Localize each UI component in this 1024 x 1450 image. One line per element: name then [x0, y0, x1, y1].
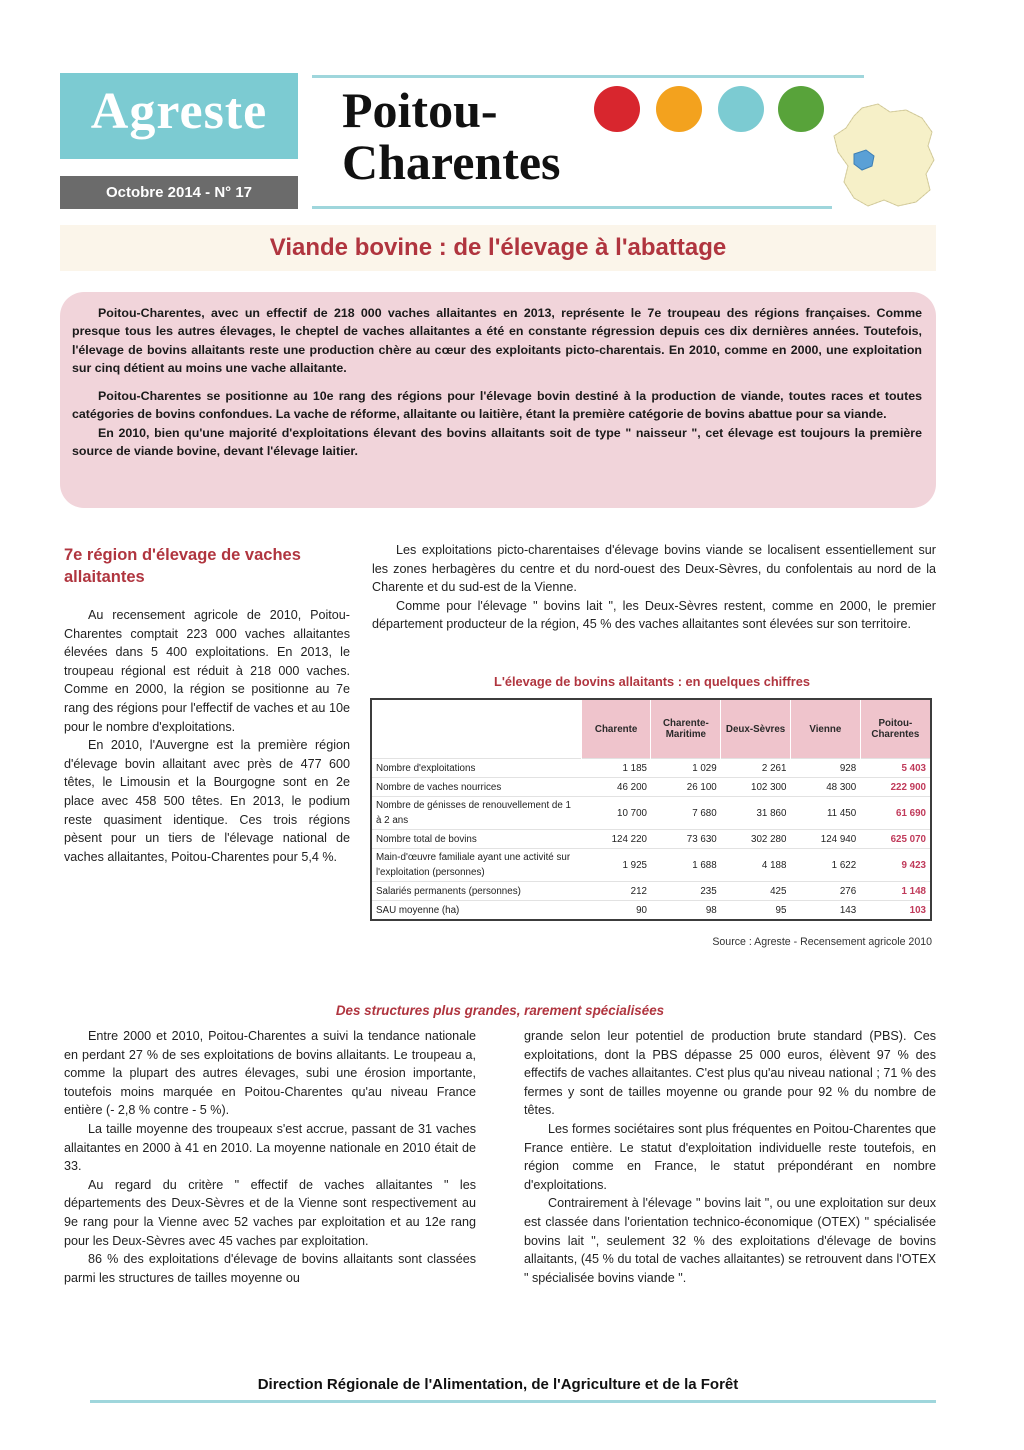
section-heading: 7e région d'élevage de vaches allaitantes — [64, 546, 301, 586]
cell: 95 — [721, 901, 791, 921]
cell: 90 — [581, 901, 651, 921]
paragraph: Au regard du critère " effectif de vaches allaitantes " les départements des Deux-Sèvres et de la Vienne sont respectivement au 9e rang pour la Vienne avec 52 vaches par exploitation et au 12e rang pour les Deux-Sèvres avec 45 vaches par exploitation. — [64, 1177, 476, 1248]
cell: 124 220 — [581, 830, 651, 849]
table-row — [371, 797, 931, 830]
region-title — [342, 84, 561, 188]
paragraph: La taille moyenne des troupeaux s'est accrue, passant de 31 vaches allaitantes en 2000 à 41 en 2010. La moyenne nationale en 2010 était de 33. — [64, 1121, 476, 1174]
cell: 73 630 — [651, 830, 721, 849]
paragraph: Entre 2000 et 2010, Poitou-Charentes a suivi la tendance nationale en perdant 27 % de ses exploitations de bovins allaitants. Le troupeau a, comme la plupart des autres élevages, subi une érosion importante, toutefois moins marquée en Poitou-Charentes qu'au niveau France entière (- 2,8 % contre - 5 %). — [64, 1029, 476, 1118]
cell: 10 700 — [581, 797, 651, 830]
cell: 11 450 — [790, 797, 860, 830]
cell: 4 188 — [721, 849, 791, 882]
section1-left-column — [64, 606, 350, 866]
main-title: Viande bovine : de l'élevage à l'abattage — [269, 234, 727, 261]
cell: 1 029 — [651, 759, 721, 778]
cell: 1 185 — [581, 759, 651, 778]
footer-rule — [90, 1400, 936, 1403]
intro-paragraph: Poitou-Charentes se positionne au 10e rang des régions pour l'élevage bovin destiné à la production de viande, toutes races et toutes catégories de bovins confondues. La vache de réforme, allaitante ou laitière, étant la première catégorie de bovins abattue pour sa viande. — [72, 389, 922, 422]
total-cell: 1 148 — [860, 882, 931, 901]
table-source: Source : Agreste - Recensement agricole 2010 — [712, 936, 932, 948]
cell: 143 — [790, 901, 860, 921]
agreste-logo: Agreste — [90, 83, 268, 140]
cell: 235 — [651, 882, 721, 901]
cell: 425 — [721, 882, 791, 901]
cell: 928 — [790, 759, 860, 778]
total-cell: 9 423 — [860, 849, 931, 882]
teal-dot-icon — [718, 86, 764, 132]
cell: 1 925 — [581, 849, 651, 882]
stats-table — [370, 698, 932, 921]
intro-paragraph: Poitou-Charentes, avec un effectif de 218 000 vaches allaitantes en 2013, représente le 7e troupeau des régions françaises. Comme presque tous les autres élevages, le cheptel de vaches allaitantes a été en constante régression depuis ces dix dernières années. Toutefois, l'élevage de bovins allaitants reste une production chère au cœur des exploitants picto-charentais. En 2010, comme en 2000, une exploitation sur cinq détient au moins une vache allaitante. — [72, 306, 922, 375]
cell: 1 622 — [790, 849, 860, 882]
issue-number: Octobre 2014 - N° 17 — [60, 176, 298, 209]
section2-left-column — [64, 1027, 476, 1287]
cell: 26 100 — [651, 778, 721, 797]
section2-right-column — [524, 1027, 936, 1287]
paragraph: Contrairement à l'élevage " bovins lait ", ou une exploitation sur deux est classée dans l'orientation technico-économique (OTEX) " spécialisée bovins lait ", seulement 32 % des exploitations d'élevage de bovins allaitants, (45 % du total de vaches allaitantes) se retrouvent dans l'OTEX " spécialisée bovins viande ". — [524, 1196, 936, 1285]
cell: 2 261 — [721, 759, 791, 778]
row-label: Main-d'œuvre familiale ayant une activité sur l'exploitation (personnes) — [371, 849, 581, 882]
row-label: SAU moyenne (ha) — [371, 901, 581, 921]
paragraph: 86 % des exploitations d'élevage de bovins allaitants sont classées parmi les structures de tailles moyenne ou — [64, 1252, 476, 1285]
section1-right-column — [372, 541, 936, 634]
cell: 46 200 — [581, 778, 651, 797]
table-header: Charente-Maritime — [651, 699, 721, 759]
cell: 212 — [581, 882, 651, 901]
total-cell: 625 070 — [860, 830, 931, 849]
row-label: Salariés permanents (personnes) — [371, 882, 581, 901]
paragraph: Au recensement agricole de 2010, Poitou-Charentes comptait 223 000 vaches allaitantes élevées dans 5 400 exploitations. En 2013, le troupeau régional est réduit à 218 000 vaches. Comme en 2000, la région se positionne au 7e rang des régions pour l'effectif de vaches et au 10e pour le nombre d'exploitations. — [64, 608, 350, 734]
table-row — [371, 882, 931, 901]
paragraph: Les formes sociétaires sont plus fréquentes en Poitou-Charentes que France entière. Le statut d'exploitation individuelle reste toutefois, en région comme en France, le statut prépondérant en nombre d'exploitations. — [524, 1121, 936, 1192]
row-label: Nombre total de bovins — [371, 830, 581, 849]
section-heading: Des structures plus grandes, rarement spécialisées — [335, 1003, 665, 1018]
intro-box — [60, 292, 936, 508]
total-cell: 5 403 — [860, 759, 931, 778]
total-cell: 61 690 — [860, 797, 931, 830]
paragraph: En 2010, l'Auvergne est la première région d'élevage bovin allaitant avec près de 477 600 têtes, le Limousin et la Bourgogne sont en 2e place avec 458 500 têtes. En 2013, le podium reste quasiment identique. Ces trois régions pèsent pour un tiers de l'élevage national de vaches allaitantes, Poitou-Charentes pour 5,4 %. — [64, 738, 350, 864]
table-row — [371, 849, 931, 882]
cell: 7 680 — [651, 797, 721, 830]
cell: 31 860 — [721, 797, 791, 830]
table-title: L'élevage de bovins allaitants : en quelques chiffres — [494, 674, 810, 689]
region-title-line2: Charentes — [342, 134, 561, 190]
red-dot-icon — [594, 86, 640, 132]
footer: Direction Régionale de l'Alimentation, de l'Agriculture et de la Forêt — [257, 1376, 739, 1393]
total-cell: 222 900 — [860, 778, 931, 797]
paragraph: grande selon leur potentiel de production brute standard (PBS). Ces exploitations, dont la PBS dépasse 25 000 euros, élèvent 97 % des effectifs de vaches allaitantes. C'est plus qu'au niveau national ; 71 % des fermes y sont de tailles moyenne ou grande pour 92 % du nombre de têtes. — [524, 1029, 936, 1118]
cell: 276 — [790, 882, 860, 901]
table-row — [371, 901, 931, 921]
table-header: Deux-Sèvres — [721, 699, 791, 759]
paragraph: Comme pour l'élevage " bovins lait ", les Deux-Sèvres restent, comme en 2000, le premier département producteur de la région, 45 % des vaches allaitantes sont élevées sur son territoire. — [372, 598, 936, 632]
table-header-blank — [371, 699, 581, 759]
row-label: Nombre de génisses de renouvellement de 1 à 2 ans — [371, 797, 581, 830]
row-label: Nombre d'exploitations — [371, 759, 581, 778]
table-row — [371, 778, 931, 797]
france-map-icon — [832, 102, 937, 210]
table-row — [371, 830, 931, 849]
total-cell: 103 — [860, 901, 931, 921]
table-row — [371, 759, 931, 778]
table-header: Poitou-Charentes — [860, 699, 931, 759]
header-rule-bottom — [312, 206, 832, 209]
cell: 48 300 — [790, 778, 860, 797]
table-header-row — [371, 699, 931, 759]
row-label: Nombre de vaches nourrices — [371, 778, 581, 797]
header-rule-top — [312, 75, 864, 78]
region-title-line1: Poitou- — [342, 82, 498, 138]
cell: 102 300 — [721, 778, 791, 797]
orange-dot-icon — [656, 86, 702, 132]
table-header: Vienne — [790, 699, 860, 759]
cell: 302 280 — [721, 830, 791, 849]
green-dot-icon — [778, 86, 824, 132]
table-header: Charente — [581, 699, 651, 759]
paragraph: Les exploitations picto-charentaises d'élevage bovins viande se localisent essentiellement sur les zones herbagères du centre et du nord-ouest des Deux-Sèvres, du confolentais au nord de la Charente et du sud-est de la Vienne. — [372, 543, 936, 595]
cell: 124 940 — [790, 830, 860, 849]
cell: 1 688 — [651, 849, 721, 882]
intro-paragraph: En 2010, bien qu'une majorité d'exploitations élevant des bovins allaitants soit de type " naisseur ", cet élevage est toujours la première source de viande bovine, devant l'élevage laitier. — [72, 425, 922, 459]
cell: 98 — [651, 901, 721, 921]
